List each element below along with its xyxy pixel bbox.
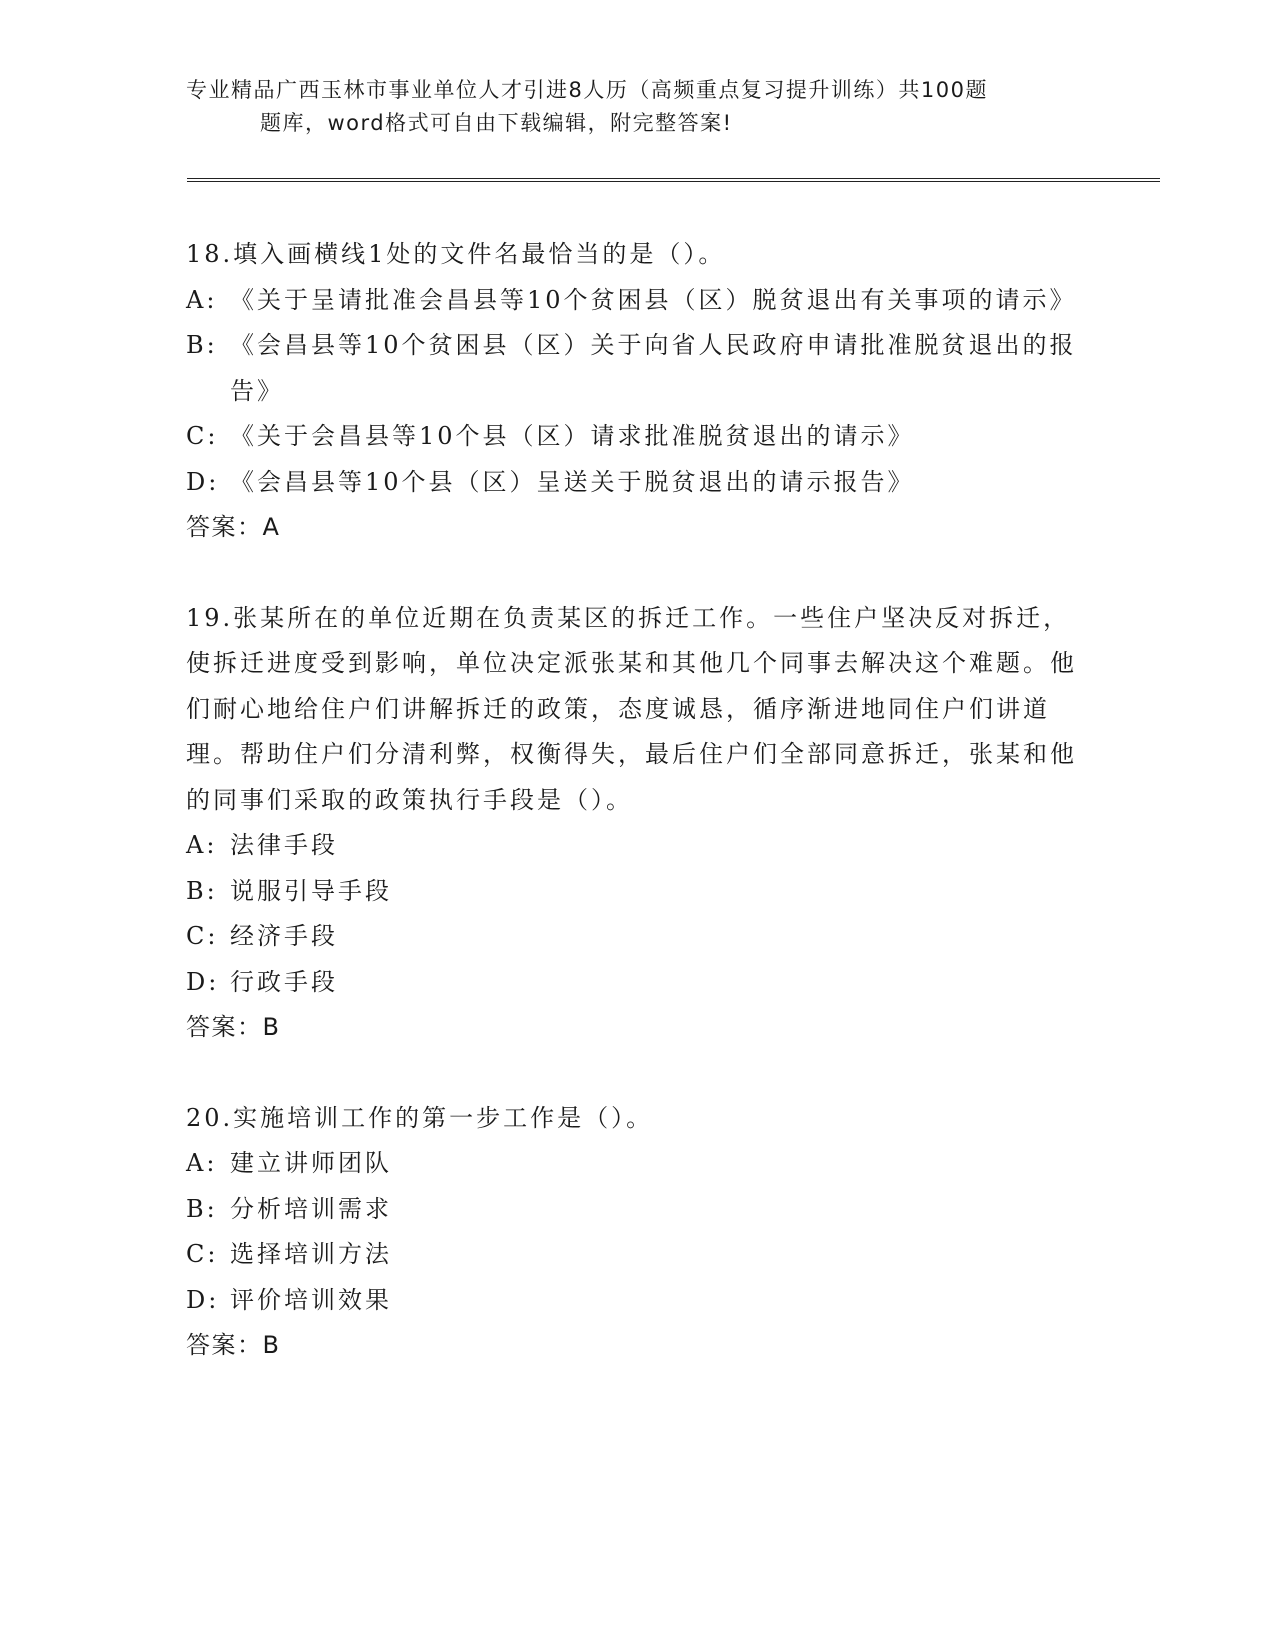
question-list: [186, 232, 1086, 1414]
option-c: [186, 414, 1086, 460]
option-key: A:: [186, 285, 218, 314]
option-key: B:: [186, 1194, 218, 1223]
option-key: A:: [186, 1149, 218, 1177]
option-c: [186, 1232, 1086, 1278]
question-20: [186, 1096, 1086, 1369]
question-19: [186, 596, 1086, 1051]
option-key: C:: [186, 422, 219, 450]
answer-line: 答案：B: [186, 1013, 281, 1041]
header-title-line2: 题库，word格式可自由下载编辑，附完整答案!: [260, 111, 733, 135]
option-key: C:: [186, 922, 219, 950]
header-title-line1: 专业精品广西玉林市事业单位人才引进8人历（高频重点复习提升训练）共100题: [186, 78, 988, 102]
option-b: [186, 1187, 1086, 1233]
option-a: [186, 823, 1086, 869]
option-text: 法律手段: [230, 831, 338, 859]
question-stem: 18.填入画横线1处的文件名最恰当的是（）。: [186, 240, 726, 268]
option-key: C:: [186, 1240, 219, 1268]
answer-line: 答案：B: [186, 1331, 281, 1359]
option-text: 《关于会昌县等10个县（区）请求批准脱贫退出的请示》: [230, 422, 915, 450]
option-text: 选择培训方法: [230, 1240, 392, 1268]
option-key: D:: [186, 967, 220, 996]
option-key: A:: [186, 831, 218, 859]
option-text: 说服引导手段: [230, 876, 392, 905]
option-b: [186, 869, 1086, 915]
header-divider: [187, 178, 1160, 182]
option-text: 评价培训效果: [230, 1285, 392, 1314]
option-key: D:: [186, 1285, 220, 1314]
option-text: 经济手段: [230, 922, 338, 950]
option-text: 建立讲师团队: [230, 1149, 392, 1177]
option-text: 《会昌县等10个贫困县（区）关于向省人民政府申请批准脱贫退出的报告》: [230, 331, 1077, 405]
option-key: D:: [186, 467, 220, 496]
document-header: [186, 74, 1086, 140]
question-stem: 19.张某所在的单位近期在负责某区的拆迁工作。一些住户坚决反对拆迁，使拆迁进度受到影响，单位决定派张某和其他几个同事去解决这个难题。他们耐心地给住户们讲解拆迁的政策，态度诚恳，循序渐进地同住户们讲道理。帮助住户们分清利弊，权衡得失，最后住户们全部同意拆迁，张某和他的同事们采取的政策执行手段是（）。: [186, 603, 1077, 814]
option-text: 《会昌县等10个县（区）呈送关于脱贫退出的请示报告》: [230, 467, 915, 496]
option-a: [186, 278, 1086, 324]
option-key: B:: [186, 331, 218, 359]
option-text: 行政手段: [230, 967, 338, 996]
option-b: [186, 323, 1086, 414]
question-18: [186, 232, 1086, 551]
option-d: [186, 1278, 1086, 1324]
option-text: 分析培训需求: [230, 1194, 392, 1223]
option-key: B:: [186, 876, 218, 905]
option-text: 《关于呈请批准会昌县等10个贫困县（区）脱贫退出有关事项的请示》: [230, 285, 1077, 314]
option-a: [186, 1141, 1086, 1187]
option-d: [186, 960, 1086, 1006]
question-stem: 20.实施培训工作的第一步工作是（）。: [186, 1103, 654, 1132]
option-c: [186, 914, 1086, 960]
answer-line: 答案：A: [186, 513, 281, 541]
option-d: [186, 460, 1086, 506]
